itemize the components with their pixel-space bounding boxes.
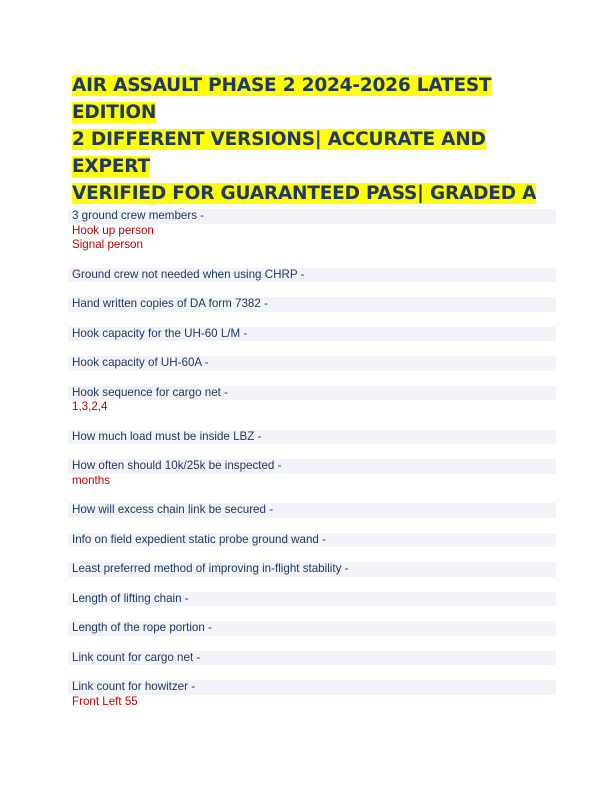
qa-item	[72, 651, 552, 666]
qa-item	[72, 268, 552, 283]
qa-item	[72, 297, 552, 312]
question-text: How much load must be inside LBZ	[72, 429, 255, 443]
separator: -	[220, 385, 232, 399]
separator: -	[204, 621, 216, 634]
document-title	[72, 72, 542, 207]
question-text: Link count for cargo net	[72, 650, 194, 664]
separator: -	[260, 297, 272, 310]
question-text: Least preferred method of improving in-flight stability	[72, 562, 342, 575]
qa-item	[72, 209, 552, 253]
qa-item	[72, 356, 552, 371]
qa-item	[72, 430, 552, 445]
separator: -	[240, 326, 251, 340]
separator: -	[274, 459, 285, 472]
title-line: VERIFIED FOR GUARANTEED PASS| GRADED A	[72, 183, 537, 204]
separator: -	[201, 356, 212, 369]
qa-item	[72, 680, 552, 709]
question-text: How will excess chain link be secured	[72, 503, 266, 516]
qa-list	[72, 209, 552, 724]
separator: -	[193, 650, 204, 664]
title-line: AIR ASSAULT PHASE 2 2024-2026 LATEST EDITION	[72, 75, 492, 123]
separator: -	[265, 503, 277, 516]
qa-item	[72, 327, 552, 342]
question-text: Hook capacity for the UH-60 L/M	[72, 326, 241, 340]
answer-extra-line: months	[72, 473, 111, 487]
answer-extra-line: Signal person	[72, 238, 143, 251]
question-text: How often should 10k/25k be inspected	[72, 459, 275, 472]
qa-item	[72, 459, 552, 488]
question-text: Ground crew not needed when using CHRP	[72, 267, 298, 281]
answer-extra-line: 1,3,2,4	[72, 400, 108, 413]
qa-item	[72, 562, 552, 577]
separator: -	[297, 267, 308, 281]
separator: -	[181, 591, 192, 605]
separator: -	[188, 680, 199, 693]
question-text: Link count for howitzer	[72, 680, 188, 693]
separator: -	[318, 532, 330, 546]
answer-extra-line: Hook up person	[72, 223, 154, 237]
question-text: Hook sequence for cargo net	[72, 385, 221, 399]
question-text: Hand written copies of DA form 7382	[72, 297, 261, 310]
qa-item	[72, 503, 552, 518]
question-text: Length of lifting chain	[72, 591, 182, 605]
separator: -	[254, 429, 265, 443]
title-line: 2 DIFFERENT VERSIONS| ACCURATE AND EXPERT	[72, 129, 486, 177]
question-text: Length of the rope portion	[72, 621, 205, 634]
answer-extra-line: Front Left 55	[72, 694, 138, 708]
separator: -	[197, 209, 208, 222]
qa-item	[72, 592, 552, 607]
separator: -	[341, 562, 352, 575]
question-text: Hook capacity of UH-60A	[72, 356, 202, 369]
qa-item	[72, 621, 552, 636]
qa-item	[72, 386, 552, 415]
qa-item	[72, 533, 552, 548]
question-text: Info on field expedient static probe ground wand	[72, 532, 319, 546]
question-text: 3 ground crew members	[72, 209, 198, 222]
